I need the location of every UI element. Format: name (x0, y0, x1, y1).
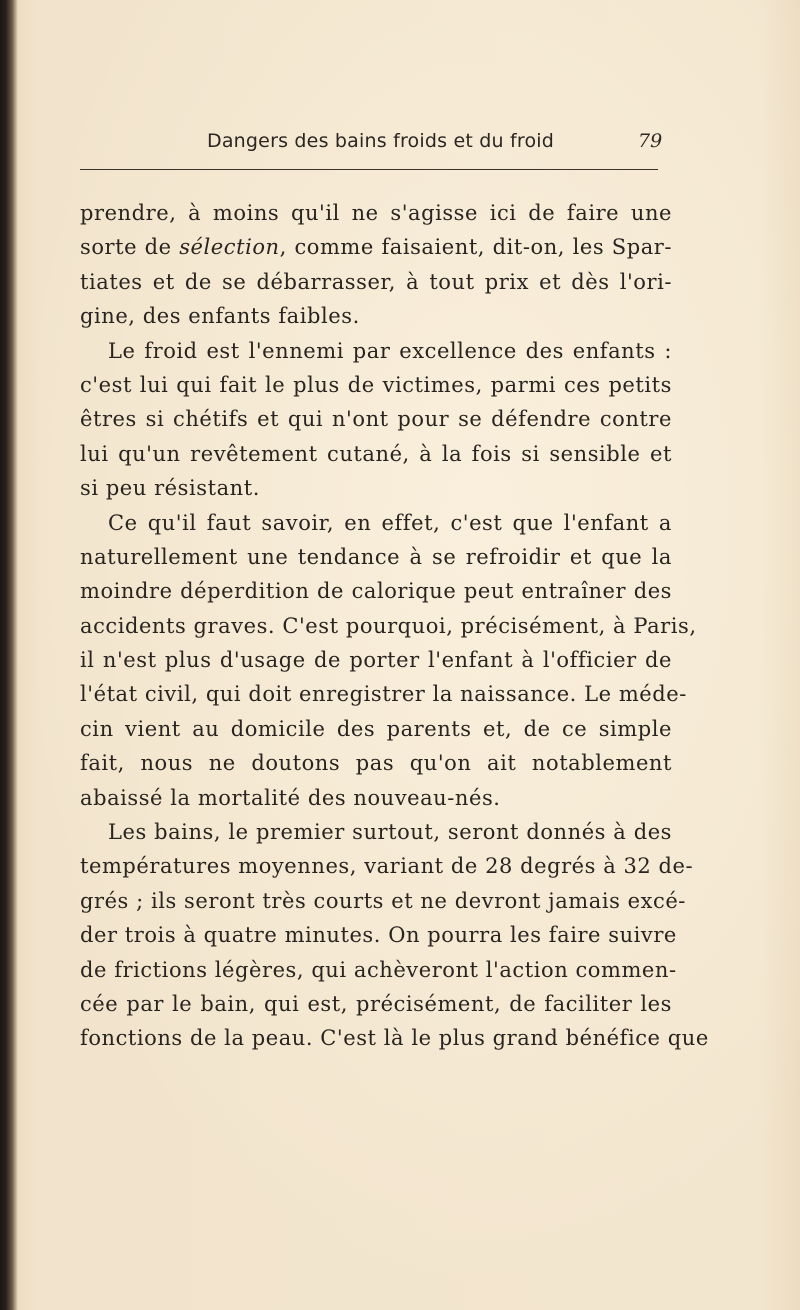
page-binding-edge (0, 0, 18, 1310)
text-line: cée par le bain, qui est, précisément, de faciliter les (80, 991, 672, 1016)
paragraph-start-line: Le froid est l'ennemi par excellence des enfants : (108, 338, 672, 363)
text-line: tiates et de se débarrasser, à tout prix et dès l'ori- (80, 269, 672, 294)
text-line: fonctions de la peau. C'est là le plus grand bénéfice que (80, 1026, 709, 1051)
text-line: lui qu'un revêtement cutané, à la fois si sensible et (80, 441, 672, 466)
paragraph-start-line: Ce qu'il faut savoir, en effet, c'est que l'enfant a (108, 510, 672, 535)
text-line: l'état civil, qui doit enregistrer la naissance. Le méde- (80, 682, 687, 707)
text-line: moindre déperdition de calorique peut entraîner des (80, 579, 672, 604)
text-segment: , comme faisaient, dit-on, les Spar- (279, 235, 672, 260)
running-title: Dangers des bains froids et du froid (207, 130, 555, 152)
text-segment: sorte de (80, 235, 180, 260)
body-text (80, 196, 709, 1056)
text-line: êtres si chétifs et qui n'ont pour se défendre contre (80, 407, 672, 432)
emphasis-selection: sélection (179, 235, 280, 260)
text-line: accidents graves. C'est pourquoi, précisément, à Paris, (80, 613, 697, 638)
page-number: 79 (638, 130, 663, 152)
text-line: cin vient au domicile des parents et, de ce simple (80, 716, 672, 741)
text-line (80, 230, 672, 264)
text-line: il n'est plus d'usage de porter l'enfant à l'officier de (80, 648, 672, 673)
text-line: prendre, à moins qu'il ne s'agisse ici de faire une (80, 201, 672, 225)
text-line: der trois à quatre minutes. On pourra les faire suivre (80, 923, 677, 948)
text-line: naturellement une tendance à se refroidir et que la (80, 544, 672, 569)
text-line: abaissé la mortalité des nouveau-nés. (80, 785, 501, 810)
header-rule (80, 169, 658, 170)
text-line: si peu résistant. (80, 476, 260, 501)
text-line: c'est lui qui fait le plus de victimes, parmi ces petits (80, 372, 672, 397)
paragraph-start-line: Les bains, le premier surtout, seront donnés à des (108, 820, 672, 845)
text-line: gine, des enfants faibles. (80, 304, 360, 329)
text-line: fait, nous ne doutons pas qu'on ait notablement (80, 751, 672, 776)
running-head (80, 130, 680, 160)
text-line: de frictions légères, qui achèveront l'action commen- (80, 957, 677, 982)
text-line: températures moyennes, variant de 28 degrés à 32 de- (80, 854, 694, 879)
text-line: grés ; ils seront très courts et ne devront jamais excé- (80, 888, 686, 913)
